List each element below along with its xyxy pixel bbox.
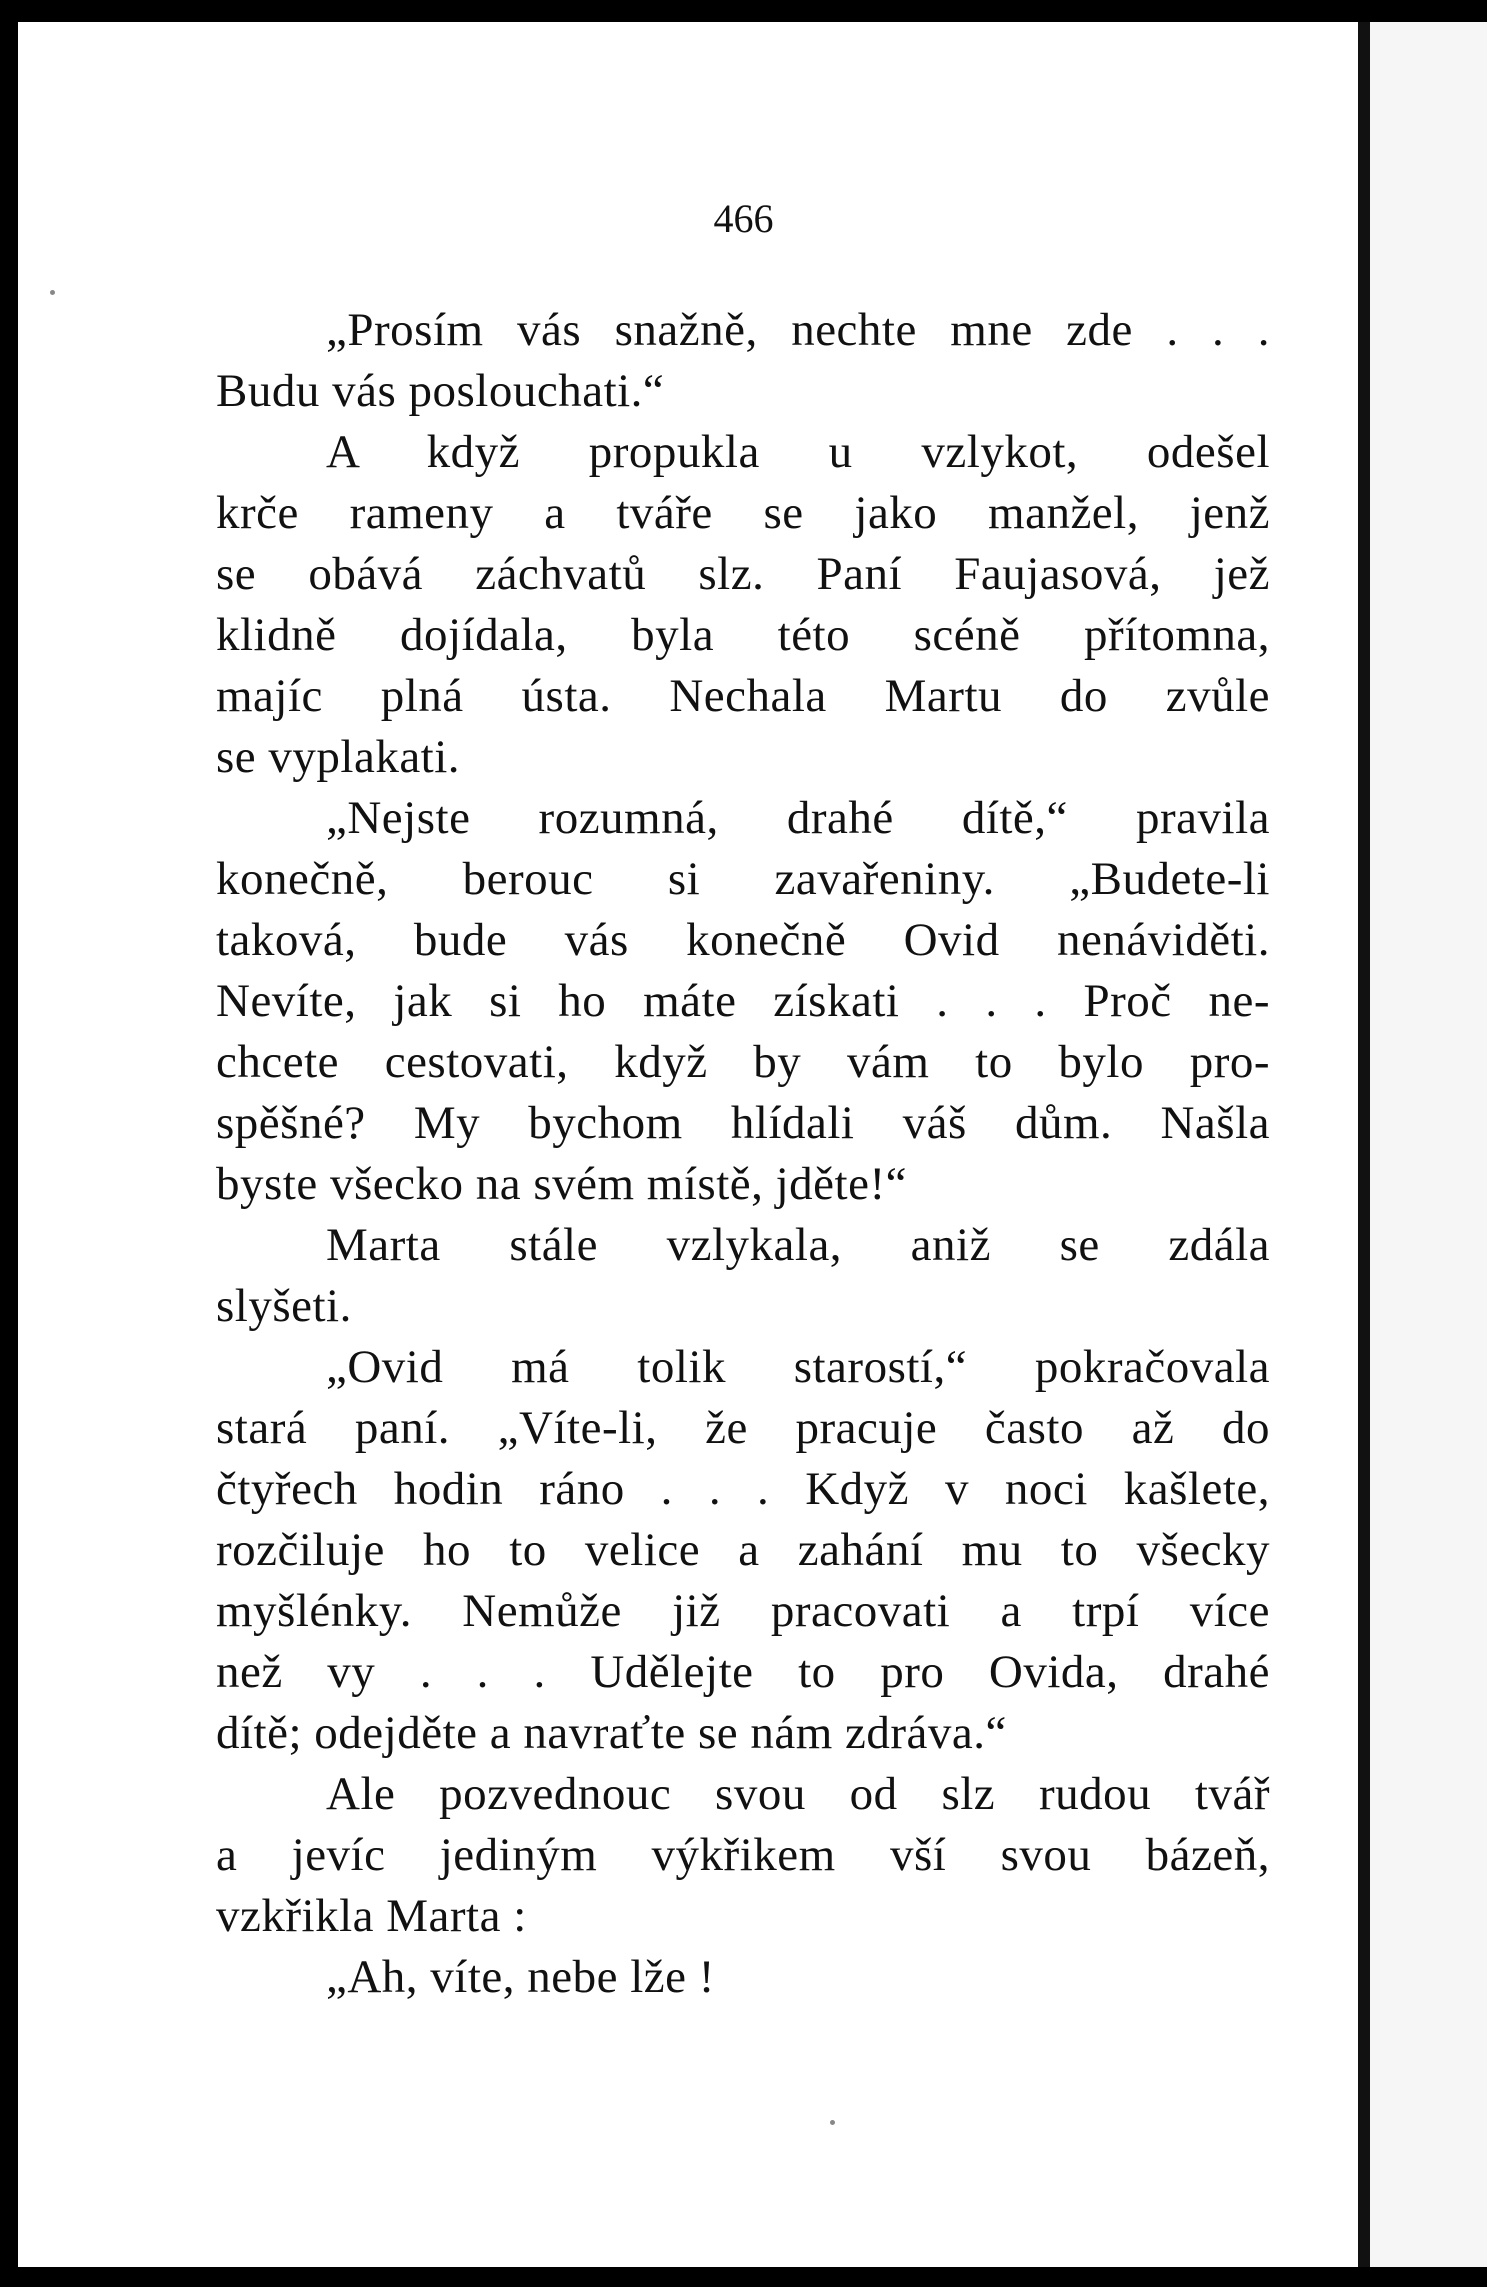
book-spine-shadow: [1358, 22, 1370, 2267]
text-line: vzkřikla Marta :: [216, 1890, 527, 1942]
text-line: byste všecko na svém místě, jděte!“: [216, 1158, 907, 1210]
paper-speck: [830, 2120, 835, 2125]
paper-speck: [50, 290, 55, 295]
text-line: rozčiluje ho to velice a zahání mu to všecky: [216, 1524, 1270, 1576]
page-number: 466: [713, 196, 774, 241]
text-line: majíc plná ústa. Nechala Martu do zvůle: [216, 670, 1270, 722]
text-line: „Prosím vás snažně, nechte mne zde . . .: [326, 304, 1270, 356]
text-line: klidně dojídala, byla této scéně přítomna,: [216, 609, 1270, 661]
text-line: krče rameny a tváře se jako manžel, jenž: [216, 487, 1270, 539]
body-text: [216, 300, 1270, 2008]
text-line: se obává záchvatů slz. Paní Faujasová, jež: [216, 548, 1270, 600]
text-line: dítě; odejděte a navraťte se nám zdráva.“: [216, 1707, 1007, 1759]
text-line: Budu vás poslouchati.“: [216, 365, 665, 417]
text-line: Ale pozvednouc svou od slz rudou tvář: [326, 1768, 1270, 1820]
text-line: „Nejste rozumná, drahé dítě,“ pravila: [326, 792, 1270, 844]
text-line: Marta stále vzlykala, aniž se zdála: [326, 1219, 1270, 1271]
text-line: stará paní. „Víte-li, že pracuje často až do: [216, 1402, 1270, 1454]
text-line: A když propukla u vzlykot, odešel: [326, 426, 1270, 478]
text-line: konečně, berouc si zavařeniny. „Budete-li: [216, 853, 1270, 905]
text-line: chcete cestovati, když by vám to bylo pro-: [216, 1036, 1270, 1088]
text-line: a jevíc jediným výkřikem vší svou bázeň,: [216, 1829, 1270, 1881]
text-line: taková, bude vás konečně Ovid nenáviděti.: [216, 914, 1270, 966]
text-line: se vyplakati.: [216, 731, 461, 783]
text-line: „Ah, víte, nebe lže !: [326, 1951, 715, 2003]
adjacent-page-edge: [1370, 22, 1487, 2267]
text-line: Nevíte, jak si ho máte získati . . . Proč ne-: [216, 975, 1270, 1027]
text-line: čtyřech hodin ráno . . . Když v noci kašlete,: [216, 1463, 1270, 1515]
text-line: spěšné? My bychom hlídali váš dům. Našla: [216, 1097, 1270, 1149]
text-line: myšlénky. Nemůže již pracovati a trpí více: [216, 1585, 1270, 1637]
text-line: „Ovid má tolik starostí,“ pokračovala: [326, 1341, 1270, 1393]
text-line: než vy . . . Udělejte to pro Ovida, drahé: [216, 1646, 1270, 1698]
text-line: slyšeti.: [216, 1280, 352, 1332]
